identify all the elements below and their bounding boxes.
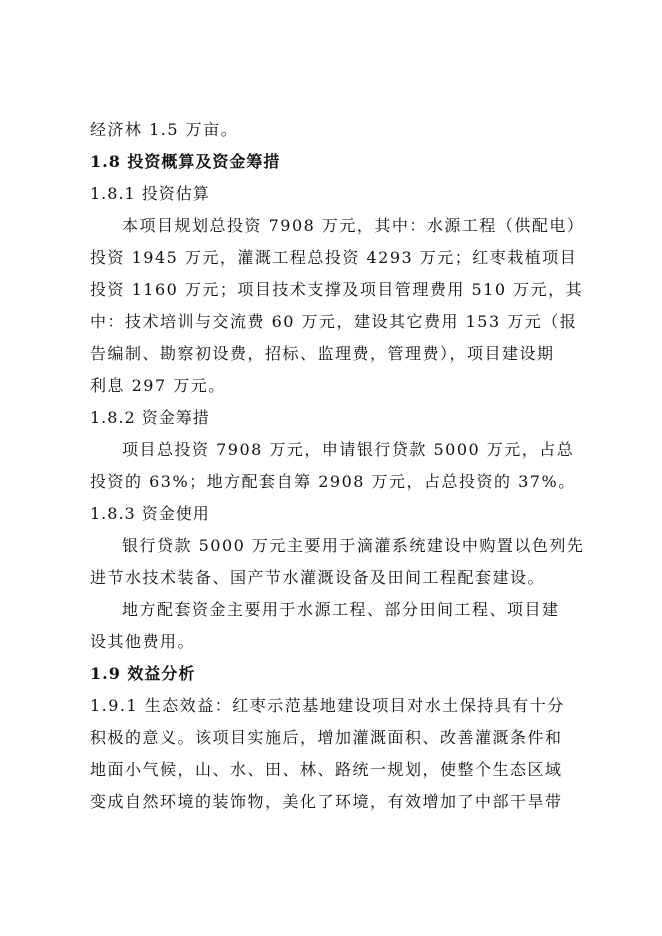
paragraph-ecological-benefit-line-2: 积极的意义。该项目实施后，增加灌溉面积、改善灌溉条件和: [90, 728, 563, 747]
paragraph-investment-line-3: 投资 1160 万元；项目技术支撑及项目管理费用 510 万元，其: [90, 280, 584, 299]
paragraph-local-fund-line-1: 地方配套资金主要用于水源工程、部分田间工程、项目建: [122, 600, 560, 619]
paragraph-ecological-benefit-line-1: 1.9.1 生态效益：红枣示范基地建设项目对水土保持具有十分: [90, 696, 565, 715]
heading-benefit-analysis: 1.9 效益分析: [90, 664, 196, 683]
paragraph-bank-loan-line-1: 银行贷款 5000 万元主要用于滴灌系统建设中购置以色列先: [122, 536, 585, 555]
paragraph-funding-line-1: 项目总投资 7908 万元，申请银行贷款 5000 万元，占总: [122, 440, 575, 459]
paragraph-local-fund-line-2: 设其他费用。: [90, 632, 196, 651]
subheading-investment-estimate: 1.8.1 投资估算: [90, 184, 210, 203]
paragraph-ecological-benefit-line-3: 地面小气候，山、水、田、林、路统一规划，使整个生态区域: [90, 760, 563, 779]
heading-investment-estimate-funding: 1.8 投资概算及资金筹措: [90, 152, 281, 171]
text-line-economic-forest: 经济林 1.5 万亩。: [90, 120, 239, 139]
paragraph-investment-line-1: 本项目规划总投资 7908 万元，其中：水源工程（供配电）: [122, 216, 585, 235]
paragraph-investment-line-6: 利息 297 万元。: [90, 376, 226, 395]
paragraph-investment-line-2: 投资 1945 万元，灌溉工程总投资 4293 万元；红枣栽植项目: [90, 248, 578, 267]
paragraph-funding-line-2: 投资的 63%；地方配套自筹 2908 万元，占总投资的 37%。: [90, 472, 576, 491]
paragraph-investment-line-4: 中：技术培训与交流费 60 万元，建设其它费用 153 万元（报: [90, 312, 578, 331]
paragraph-investment-line-5: 告编制、勘察初设费，招标、监理费，管理费），项目建设期: [90, 344, 555, 363]
subheading-funding: 1.8.2 资金筹措: [90, 408, 210, 427]
paragraph-ecological-benefit-line-4: 变成自然环境的装饰物，美化了环境，有效增加了中部干旱带: [90, 792, 563, 811]
paragraph-bank-loan-line-2: 进节水技术装备、国产节水灌溉设备及田间工程配套建设。: [90, 568, 546, 587]
subheading-fund-use: 1.8.3 资金使用: [90, 504, 210, 523]
